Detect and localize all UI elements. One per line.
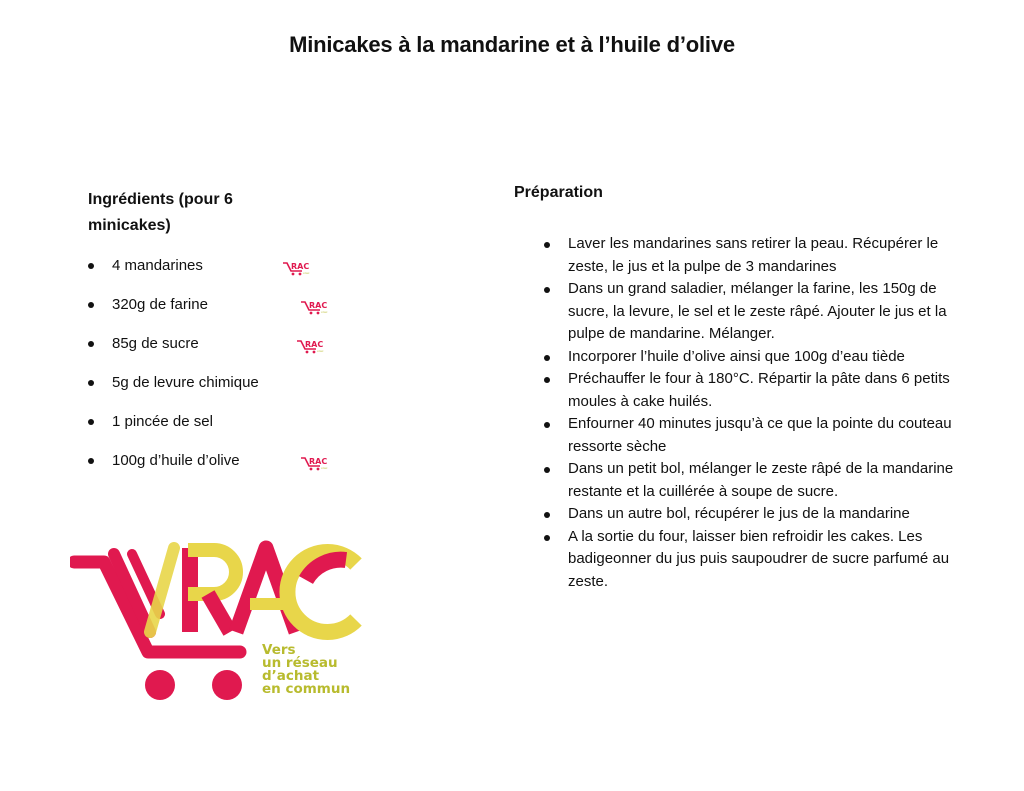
step-text: A la sortie du four, laisser bien refroidir les cakes. Les badigeonner du jus puis saupoudrer de sucre parfumé au zeste.	[568, 527, 950, 590]
ingredient-text: 5g de levure chimique	[112, 374, 259, 391]
logo-tagline-line: en commun	[262, 681, 351, 697]
ingredient-item	[88, 448, 328, 487]
ingredient-item	[88, 370, 259, 409]
preparation-step	[544, 503, 964, 526]
svg-text:vrac: vrac	[303, 271, 310, 275]
bullet-icon	[88, 302, 94, 308]
vrac-logo-mini-icon	[300, 455, 330, 471]
vrac-logo-mini-icon	[296, 338, 326, 354]
preparation-step	[544, 413, 964, 458]
preparation-step	[544, 233, 964, 278]
ingredient-text: 4 mandarines	[112, 257, 203, 274]
logo-tagline-line: d’achat	[262, 668, 320, 684]
step-text: Dans un grand saladier, mélanger la farine, les 150g de sucre, la levure, le sel et le zeste râpé. Ajouter le jus et la pulpe de mandarine. Mélanger.	[568, 280, 947, 342]
preparation-step	[544, 458, 964, 503]
svg-text:RAC: RAC	[309, 301, 328, 310]
svg-text:RAC: RAC	[309, 457, 328, 466]
bullet-icon	[544, 512, 550, 518]
preparation-step	[544, 346, 964, 369]
bullet-icon	[88, 419, 94, 425]
step-text: Laver les mandarines sans retirer la peau. Récupérer le zeste, le jus et la pulpe de 3 mandarines	[568, 235, 939, 275]
bullet-icon	[88, 341, 94, 347]
step-text: Enfourner 40 minutes jusqu’à ce que la pointe du couteau ressorte sèche	[568, 415, 952, 455]
step-text: Préchauffer le four à 180°C. Répartir la pâte dans 6 petits moules à cake huilés.	[568, 370, 950, 410]
step-text: Incorporer l’huile d’olive ainsi que 100g d’eau tiède	[568, 347, 905, 365]
preparation-step	[544, 278, 964, 346]
bullet-icon	[544, 287, 550, 293]
bullet-icon	[544, 535, 550, 541]
vrac-logo-mini-icon	[282, 260, 312, 276]
ingredient-item	[88, 409, 259, 448]
ingredient-item	[88, 292, 328, 331]
preparation-heading: Préparation	[514, 184, 603, 201]
bullet-icon	[88, 263, 94, 269]
logo-tagline-line: un réseau	[262, 655, 338, 671]
svg-text:vrac: vrac	[317, 349, 324, 353]
bullet-icon	[88, 380, 94, 386]
bullet-icon	[544, 355, 550, 361]
ingredient-item	[88, 253, 310, 292]
step-text: Dans un autre bol, récupérer le jus de la mandarine	[568, 505, 910, 522]
cart-wheel	[212, 670, 242, 700]
ingredient-text: 1 pincée de sel	[112, 413, 213, 430]
svg-text:RAC: RAC	[291, 262, 310, 271]
ingredients-heading: Ingrédients (pour 6 minicakes)	[88, 191, 233, 234]
ingredient-text: 100g d’huile d’olive	[112, 452, 240, 469]
logo-tagline	[262, 644, 350, 696]
svg-text:RAC: RAC	[305, 340, 324, 349]
vrac-logo-mini-icon	[300, 299, 330, 315]
cart-wheel	[145, 670, 175, 700]
bullet-icon	[544, 377, 550, 383]
logo-letter-r	[182, 548, 236, 632]
page-title: Minicakes à la mandarine et à l’huile d’olive	[289, 32, 735, 57]
ingredients-list	[88, 253, 328, 487]
step-text: Dans un petit bol, mélanger le zeste râpé de la mandarine restante et la cuillérée à soupe de sucre.	[568, 460, 954, 500]
preparation-steps	[544, 233, 964, 593]
ingredient-text: 320g de farine	[112, 296, 208, 313]
bullet-icon	[544, 242, 550, 248]
ingredient-text: 85g de sucre	[112, 335, 199, 352]
bullet-icon	[544, 467, 550, 473]
bullet-icon	[88, 458, 94, 464]
svg-text:vrac: vrac	[321, 466, 328, 470]
ingredient-item	[88, 331, 324, 370]
svg-text:vrac: vrac	[321, 310, 328, 314]
preparation-step	[544, 526, 964, 594]
bullet-icon	[544, 422, 550, 428]
logo-tagline-line: Vers	[262, 642, 296, 658]
preparation-step	[544, 368, 964, 413]
